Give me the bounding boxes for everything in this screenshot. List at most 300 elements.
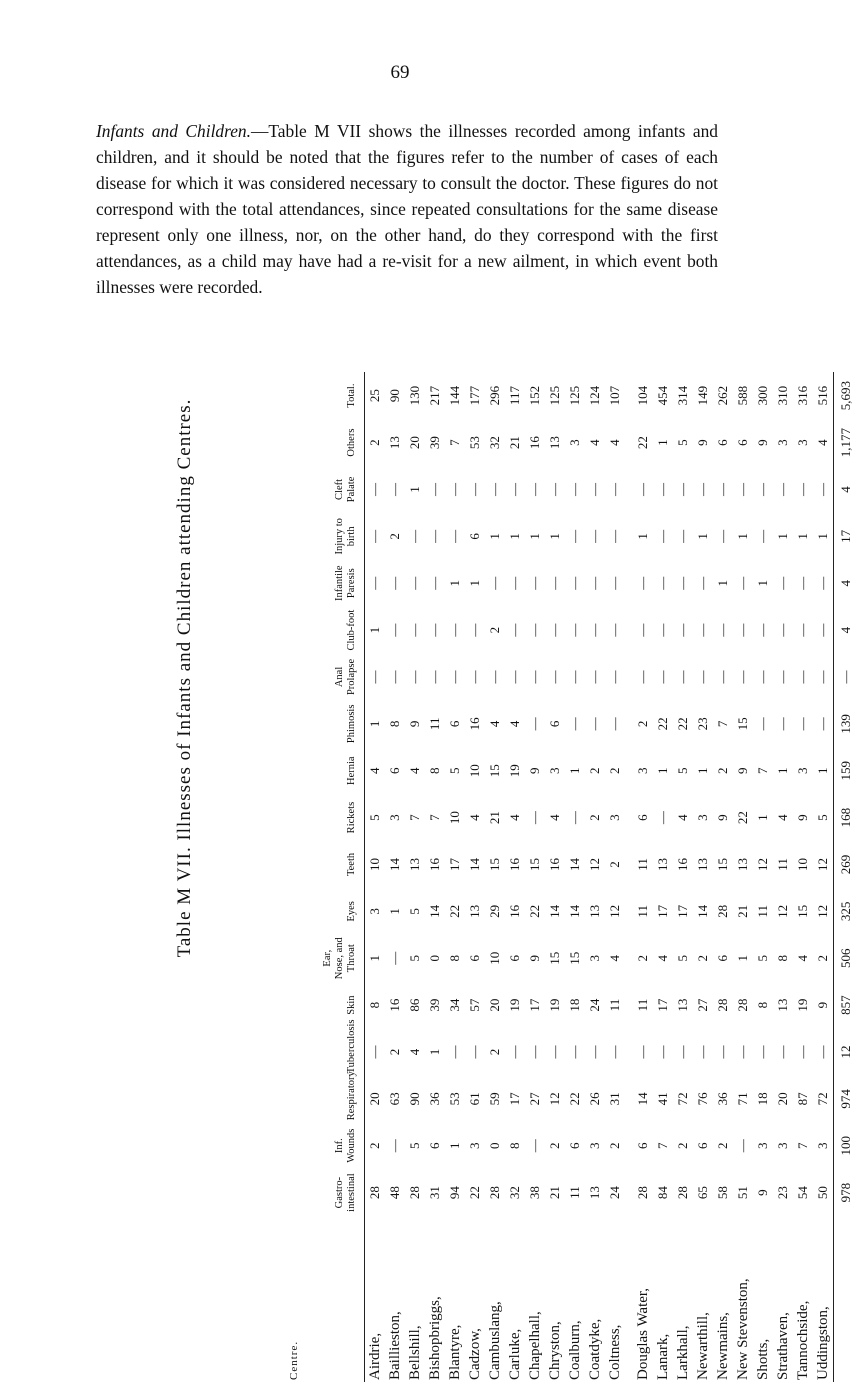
table-cell: 1 — [505, 513, 525, 560]
table-cell: — — [365, 654, 386, 701]
table-cell: — — [505, 560, 525, 607]
table-cell: 104 — [633, 372, 653, 419]
table-cell: 2 — [485, 607, 505, 654]
table-cell: — — [773, 466, 793, 513]
table-cell: — — [753, 607, 773, 654]
table-cell: 16 — [425, 841, 445, 888]
column-header: Anal Prolapse — [228, 654, 365, 701]
table-row — [485, 372, 505, 1382]
table-cell: 24 — [585, 982, 605, 1029]
table-cell: 17 — [673, 888, 693, 935]
table-cell: 3 — [753, 1122, 773, 1169]
table-cell: 26 — [585, 1075, 605, 1122]
table-cell: 5 — [673, 747, 693, 794]
table-cell: 15 — [545, 935, 565, 982]
table-cell: — — [713, 1029, 733, 1076]
centre-name: Douglas Water, — [633, 1216, 653, 1382]
table-cell: 1 — [813, 513, 834, 560]
centre-name: Newmains, — [713, 1216, 733, 1382]
table-cell: 269 — [834, 841, 858, 888]
table-cell: — — [693, 466, 713, 513]
table-cell: — — [653, 513, 673, 560]
table-cell: 516 — [813, 372, 834, 419]
table-cell: 9 — [733, 747, 753, 794]
table-cell: 28 — [633, 1169, 653, 1216]
table-cell: — — [505, 1029, 525, 1076]
table-cell: 296 — [485, 372, 505, 419]
table-cell: 1,177 — [834, 419, 858, 466]
table-cell: 3 — [633, 747, 653, 794]
table-cell: — — [445, 1029, 465, 1076]
table-cell: 8 — [773, 935, 793, 982]
table-row — [793, 372, 813, 1382]
table-cell: 325 — [834, 888, 858, 935]
table-cell: 4 — [505, 794, 525, 841]
table-cell: 53 — [445, 1075, 465, 1122]
table-cell: — — [585, 466, 605, 513]
table-cell: 16 — [505, 841, 525, 888]
table-cell: 125 — [565, 372, 585, 419]
table-row — [425, 372, 445, 1382]
table-cell: 12 — [545, 1075, 565, 1122]
table-cell: — — [733, 607, 753, 654]
table-cell: 58 — [713, 1169, 733, 1216]
table-cell: 2 — [585, 794, 605, 841]
table-cell: 8 — [753, 982, 773, 1029]
table-cell: 72 — [673, 1075, 693, 1122]
table-cell: 12 — [834, 1029, 858, 1076]
table-cell: 13 — [673, 982, 693, 1029]
table-cell: 4 — [793, 935, 813, 982]
table-cell: 1 — [733, 513, 753, 560]
table-row — [465, 372, 485, 1382]
table-cell: 8 — [445, 935, 465, 982]
table-cell: 14 — [465, 841, 485, 888]
table-cell: 22 — [525, 888, 545, 935]
table-cell: 2 — [693, 935, 713, 982]
table-cell: 12 — [753, 841, 773, 888]
table-cell: 177 — [465, 372, 485, 419]
table-cell: 1 — [653, 419, 673, 466]
table-cell: — — [585, 1029, 605, 1076]
table-cell: 11 — [605, 982, 625, 1029]
table-row — [405, 372, 425, 1382]
table-cell: 84 — [653, 1169, 673, 1216]
table-cell: 21 — [733, 888, 753, 935]
centre-name: Uddingston, — [813, 1216, 834, 1382]
table-cell: — — [465, 654, 485, 701]
table-cell: 6 — [505, 935, 525, 982]
table-cell: 4 — [834, 466, 858, 513]
table-cell: 29 — [485, 888, 505, 935]
centre-name: Bellshill, — [405, 1216, 425, 1382]
table-cell: 13 — [385, 419, 405, 466]
table-cell: — — [673, 1029, 693, 1076]
table-cell: — — [405, 607, 425, 654]
table-cell: 1 — [753, 794, 773, 841]
table-cell: 1 — [633, 513, 653, 560]
centre-name: Tannochside, — [793, 1216, 813, 1382]
table-cell: 1 — [565, 747, 585, 794]
table-cell: 1 — [465, 560, 485, 607]
table-row — [605, 372, 625, 1382]
table-cell: 22 — [673, 700, 693, 747]
table-cell: — — [565, 700, 585, 747]
table-cell: 4 — [465, 794, 485, 841]
table-cell: — — [425, 513, 445, 560]
table-cell: — — [565, 513, 585, 560]
illness-table — [228, 372, 688, 1382]
table-cell: — — [385, 1122, 405, 1169]
table-cell: — — [733, 466, 753, 513]
table-cell: — — [525, 607, 545, 654]
table-cell: 7 — [445, 419, 465, 466]
table-cell: 19 — [793, 982, 813, 1029]
table-cell: 107 — [605, 372, 625, 419]
intro-lead: Infants and Children. — [96, 121, 251, 141]
total-row — [834, 372, 858, 1382]
centre-name: Chryston, — [545, 1216, 565, 1382]
table-cell: 7 — [753, 747, 773, 794]
table-cell: 6 — [733, 419, 753, 466]
table-cell: 1 — [445, 1122, 465, 1169]
table-row — [445, 372, 465, 1382]
centre-name: Coalburn, — [565, 1216, 585, 1382]
table-cell: 22 — [633, 419, 653, 466]
table-cell: 10 — [365, 841, 386, 888]
centre-name: Shotts, — [753, 1216, 773, 1382]
table-cell: 3 — [773, 1122, 793, 1169]
column-header: Inf. Wounds — [228, 1122, 365, 1169]
table-cell: 14 — [633, 1075, 653, 1122]
table-cell: — — [733, 654, 753, 701]
table-cell: 1 — [365, 935, 386, 982]
table-cell: — — [813, 607, 834, 654]
table-cell: 2 — [713, 747, 733, 794]
table-cell: 5 — [365, 794, 386, 841]
table-cell: 1 — [405, 466, 425, 513]
table-cell: 9 — [525, 935, 545, 982]
column-header: Injury to birth — [228, 513, 365, 560]
table-cell: — — [525, 466, 545, 513]
table-cell: — — [605, 607, 625, 654]
table-cell: — — [673, 513, 693, 560]
table-cell: 15 — [793, 888, 813, 935]
table-cell: 5 — [673, 935, 693, 982]
table-cell: 8 — [365, 982, 386, 1029]
table-cell: 51 — [733, 1169, 753, 1216]
table-cell: — — [545, 560, 565, 607]
table-cell: 25 — [365, 372, 386, 419]
table-cell: — — [605, 466, 625, 513]
table-cell: 6 — [545, 700, 565, 747]
table-cell: 5 — [405, 888, 425, 935]
table-cell: — — [525, 794, 545, 841]
table-cell: — — [813, 654, 834, 701]
table-cell: 16 — [465, 700, 485, 747]
table-cell: 4 — [653, 935, 673, 982]
table-row — [733, 372, 753, 1382]
table-cell: 90 — [405, 1075, 425, 1122]
table-cell: — — [445, 607, 465, 654]
table-cell: 262 — [713, 372, 733, 419]
table-cell: 13 — [585, 1169, 605, 1216]
table-cell: 1 — [693, 747, 713, 794]
table-cell: 8 — [505, 1122, 525, 1169]
centre-name: Cambuslang, — [485, 1216, 505, 1382]
table-cell: — — [425, 466, 445, 513]
table-cell: — — [653, 654, 673, 701]
table-cell: — — [465, 607, 485, 654]
table-cell: — — [673, 560, 693, 607]
table-cell: 76 — [693, 1075, 713, 1122]
table-cell: 1 — [365, 607, 386, 654]
column-header: Club-foot — [228, 607, 365, 654]
table-cell: — — [385, 654, 405, 701]
table-cell: — — [653, 1029, 673, 1076]
table-cell: 71 — [733, 1075, 753, 1122]
table-cell: — — [633, 607, 653, 654]
table-cell: 3 — [565, 419, 585, 466]
table-cell: — — [753, 1029, 773, 1076]
table-cell: — — [565, 654, 585, 701]
table-cell: — — [653, 794, 673, 841]
page-number: 69 — [0, 62, 800, 84]
table-row — [673, 372, 693, 1382]
table-cell: 7 — [425, 794, 445, 841]
table-cell: 6 — [385, 747, 405, 794]
table-cell: — — [545, 1029, 565, 1076]
table-cell: 28 — [485, 1169, 505, 1216]
column-header: Rickets — [228, 794, 365, 841]
centre-name: Coatdyke, — [585, 1216, 605, 1382]
table-cell: — — [773, 560, 793, 607]
table-cell: 4 — [365, 747, 386, 794]
table-cell: — — [793, 654, 813, 701]
table-cell: 22 — [733, 794, 753, 841]
table-cell: 13 — [693, 841, 713, 888]
table-cell: 13 — [465, 888, 485, 935]
table-cell: 3 — [585, 1122, 605, 1169]
table-cell: 11 — [633, 982, 653, 1029]
table-cell: 72 — [813, 1075, 834, 1122]
table-cell: 10 — [445, 794, 465, 841]
table-cell: 3 — [693, 794, 713, 841]
table-cell: 9 — [713, 794, 733, 841]
table-row — [365, 372, 386, 1382]
table-cell: 28 — [713, 888, 733, 935]
table-cell: — — [793, 1029, 813, 1076]
table-cell: 15 — [525, 841, 545, 888]
table-cell: 31 — [605, 1075, 625, 1122]
table-cell: 27 — [693, 982, 713, 1029]
table-cell: 12 — [605, 888, 625, 935]
table-cell: 41 — [653, 1075, 673, 1122]
table-cell: — — [693, 1029, 713, 1076]
table-cell: — — [753, 700, 773, 747]
table-cell: 149 — [693, 372, 713, 419]
table-cell: 4 — [405, 747, 425, 794]
table-cell: 13 — [773, 982, 793, 1029]
table-cell: 36 — [713, 1075, 733, 1122]
table-cell: 5,693 — [834, 372, 858, 419]
table-cell: 39 — [425, 982, 445, 1029]
table-cell: — — [365, 466, 386, 513]
table-cell: 588 — [733, 372, 753, 419]
table-cell: 1 — [445, 560, 465, 607]
table-cell: 22 — [465, 1169, 485, 1216]
table-cell: 54 — [793, 1169, 813, 1216]
table-cell: 6 — [465, 513, 485, 560]
table-cell: 13 — [545, 419, 565, 466]
table-cell: 152 — [525, 372, 545, 419]
table-cell: 15 — [485, 841, 505, 888]
table-cell: 4 — [813, 419, 834, 466]
table-cell: — — [365, 513, 386, 560]
table-cell: 18 — [753, 1075, 773, 1122]
table-cell: 1 — [525, 513, 545, 560]
table-cell: 23 — [773, 1169, 793, 1216]
table-cell: 857 — [834, 982, 858, 1029]
table-cell: — — [713, 654, 733, 701]
table-cell: — — [405, 654, 425, 701]
table-cell: 65 — [693, 1169, 713, 1216]
table-cell: 4 — [545, 794, 565, 841]
table-row — [753, 372, 773, 1382]
table-cell: — — [565, 1029, 585, 1076]
table-cell: 6 — [713, 935, 733, 982]
table-cell: 32 — [485, 419, 505, 466]
table-cell: 11 — [773, 841, 793, 888]
table-cell: 5 — [813, 794, 834, 841]
table-cell: 12 — [585, 841, 605, 888]
table-cell: 5 — [445, 747, 465, 794]
centre-name: Newarthill, — [693, 1216, 713, 1382]
table-cell: 17 — [653, 888, 673, 935]
table-cell: — — [605, 560, 625, 607]
column-header: Others — [228, 419, 365, 466]
table-cell: 124 — [585, 372, 605, 419]
table-cell: 4 — [585, 419, 605, 466]
column-header: Teeth — [228, 841, 365, 888]
table-cell: — — [773, 700, 793, 747]
table-cell: 5 — [405, 1122, 425, 1169]
table-cell: 14 — [565, 888, 585, 935]
table-cell: 16 — [525, 419, 545, 466]
table-cell: 11 — [425, 700, 445, 747]
table-cell: 22 — [653, 700, 673, 747]
table-cell: 5 — [753, 935, 773, 982]
table-cell: — — [605, 513, 625, 560]
centre-name: Blantyre, — [445, 1216, 465, 1382]
table-cell: 139 — [834, 700, 858, 747]
table-cell: 8 — [385, 700, 405, 747]
table-cell: — — [525, 560, 545, 607]
table-cell: 6 — [713, 419, 733, 466]
table-cell: 14 — [545, 888, 565, 935]
table-cell: 15 — [565, 935, 585, 982]
table-cell: — — [653, 607, 673, 654]
table-cell: 9 — [813, 982, 834, 1029]
table-cell: — — [505, 654, 525, 701]
table-cell: 28 — [673, 1169, 693, 1216]
table-cell: 316 — [793, 372, 813, 419]
table-title: Table M VII. Illnesses of Infants and Children attending Centres. — [174, 268, 214, 1088]
table-cell: 3 — [793, 419, 813, 466]
table-cell: 2 — [713, 1122, 733, 1169]
table-cell: 20 — [485, 982, 505, 1029]
table-cell: 13 — [733, 841, 753, 888]
table-cell: 21 — [545, 1169, 565, 1216]
table-cell: — — [565, 794, 585, 841]
table-cell: 38 — [525, 1169, 545, 1216]
table-cell: 5 — [673, 419, 693, 466]
table-cell: — — [813, 700, 834, 747]
table-cell: — — [485, 654, 505, 701]
table-cell: 3 — [793, 747, 813, 794]
table-cell: 87 — [793, 1075, 813, 1122]
table-cell: — — [693, 560, 713, 607]
table-cell: 2 — [605, 841, 625, 888]
table-cell: 14 — [385, 841, 405, 888]
table-cell: 100 — [834, 1122, 858, 1169]
centre-name: Larkhall, — [673, 1216, 693, 1382]
table-cell: 20 — [365, 1075, 386, 1122]
table-cell: 4 — [773, 794, 793, 841]
table-cell: — — [585, 700, 605, 747]
table-cell: — — [773, 1029, 793, 1076]
table-cell: 1 — [793, 513, 813, 560]
table-cell: 159 — [834, 747, 858, 794]
table-cell: 11 — [565, 1169, 585, 1216]
table-cell: — — [425, 560, 445, 607]
table-cell: 6 — [425, 1122, 445, 1169]
table-cell: 300 — [753, 372, 773, 419]
table-cell: 2 — [633, 700, 653, 747]
table-cell: 454 — [653, 372, 673, 419]
table-cell: — — [405, 560, 425, 607]
table-row — [565, 372, 585, 1382]
table-cell: 2 — [673, 1122, 693, 1169]
table-cell: 6 — [465, 935, 485, 982]
table-cell: 314 — [673, 372, 693, 419]
table-cell: 12 — [813, 841, 834, 888]
table-cell: 17 — [445, 841, 465, 888]
table-cell: 28 — [713, 982, 733, 1029]
table-cell: 5 — [405, 935, 425, 982]
table-cell: 2 — [813, 935, 834, 982]
table-cell: — — [385, 560, 405, 607]
table-cell: — — [525, 700, 545, 747]
table-cell: 9 — [405, 700, 425, 747]
table-cell: — — [633, 466, 653, 513]
table-row — [585, 372, 605, 1382]
table-cell: 19 — [505, 747, 525, 794]
table-cell: 18 — [565, 982, 585, 1029]
table-row — [653, 372, 673, 1382]
table-cell: 28 — [733, 982, 753, 1029]
table-cell: 4 — [405, 1029, 425, 1076]
centre-name: Lanark, — [653, 1216, 673, 1382]
table-cell: 0 — [425, 935, 445, 982]
table-cell: 1 — [693, 513, 713, 560]
table-cell: 1 — [773, 747, 793, 794]
table-cell: — — [565, 466, 585, 513]
table-cell: — — [733, 560, 753, 607]
table-cell: — — [813, 466, 834, 513]
table-cell: 9 — [753, 419, 773, 466]
table-cell: 974 — [834, 1075, 858, 1122]
